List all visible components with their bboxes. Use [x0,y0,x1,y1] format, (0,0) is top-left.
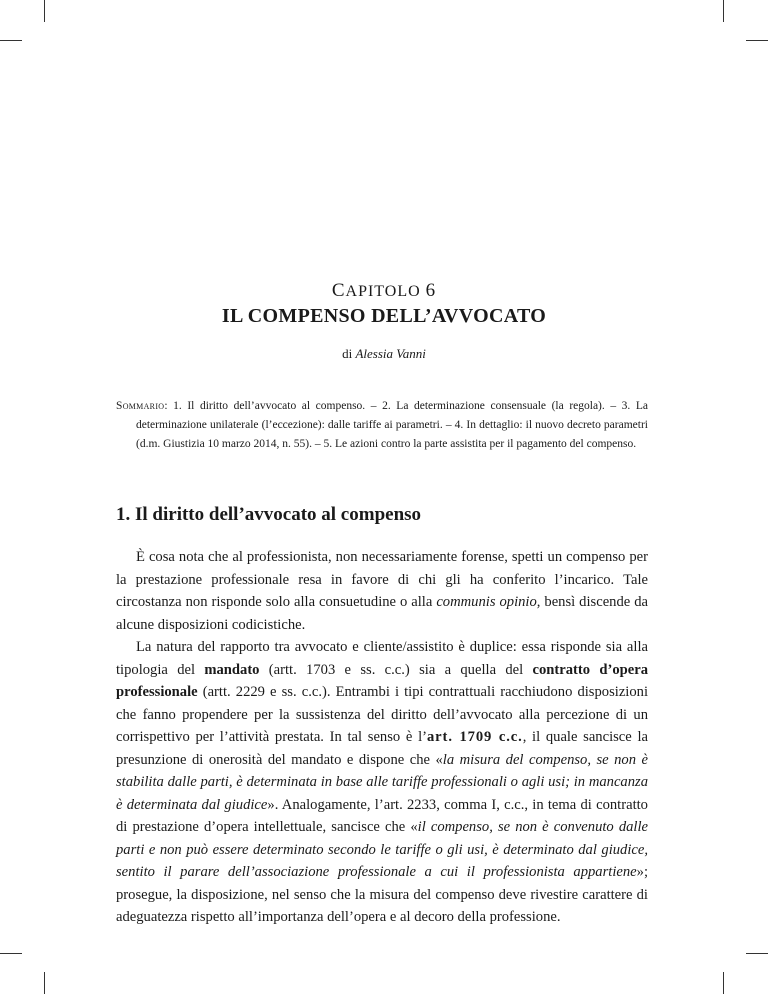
crop-mark-top-left-h [0,40,22,41]
p2-text-g: , il quale sancisce la presunzione di onerosità del mandato e dispone che « [116,729,648,768]
crop-mark-top-right-h [746,40,768,41]
p2-text-k: »; prosegue, la disposizione, nel senso che la misura del compenso deve rivestire carattere di adeguatezza rispetto all’importanza dell’opera e al decoro della professione. [116,864,648,925]
summary-text: : 1. Il diritto dell’avvocato al compenso. – 2. La determinazione consensuale (la regola). – 3. La determinazione unilaterale (l’eccezione): dalle tariffe ai parametri. – 4. In dettaglio: il nuovo decreto parametri (d.m. Giustizia 10 marzo 2014, n. 55). – 5. Le azioni contro la parte assistita per il pagamento del compenso. [136,400,648,450]
summary-label: Sommario [116,400,165,412]
body-text [116,546,648,929]
summary [116,397,648,454]
p2-text-i: ». Analogamente, l’art. 2233, comma I, c.c., in tema di contratto di prestazione d’opera intellettuale, sancisce che « [116,796,648,835]
p1-italic: communis opinio [436,594,537,610]
crop-mark-bottom-left-h [0,953,22,954]
p2-quote-2: il compenso, se non è convenuto dalle parti e non può essere determinato secondo le tariffe o gli usi, è determinato dal giudice, sentito il parare dell’associazione professionale a cui il professionista appartiene [116,819,648,880]
byline [0,346,768,362]
chapter-number: 6 [425,280,437,301]
p2-quote-1: la misura del compenso, se non è stabilita dalle parti, è determinata in base alle tariffe professionali o agli usi; in mancanza è determinata dal giudice [116,751,648,813]
p2-bold-art: art. 1709 c.c. [426,729,523,745]
paragraph-1 [116,546,648,636]
author-name: Alessia Vanni [355,346,426,361]
section-heading: 1. Il diritto dell’avvocato al compenso [116,504,422,525]
crop-mark-bottom-left [44,972,45,994]
p2-bold-mandato: mandato [204,661,260,678]
crop-mark-bottom-right-h [746,953,768,954]
p2-bold-contratto: contratto d’opera professionale [116,661,648,700]
p1-text-c: , bensì discende da alcune disposizioni codicistiche. [116,594,648,633]
paragraph-2 [116,636,648,929]
p2-text-c: (artt. 1703 e ss. c.c.) sia a quella del [259,661,533,678]
byline-prefix: di [342,346,353,361]
p2-text-a: La natura del rapporto tra avvocato e cliente/assistito è duplice: essa risponde sia alla tipologia del [116,639,648,678]
chapter-label-rest: APITOLO [345,283,421,300]
chapter-label-initial: C [331,280,346,301]
chapter-title: IL COMPENSO DELL’AVVOCATO [221,305,547,327]
chapter-label [0,280,768,302]
crop-mark-bottom-right [723,972,724,994]
p2-text-e: (artt. 2229 e ss. c.c.). Entrambi i tipi contrattuali racchiudono disposizioni che fanno propendere per la sussistenza del diritto dell’avvocato alla percezione di un corrispettivo per l’attività prestata. In tal senso è l’ [116,684,648,745]
p1-text-a: È cosa nota che al professionista, non necessariamente forense, spetti un compenso per la prestazione professionale resa in favore di chi gli ha conferito l’incarico. Tale circostanza non risponde solo alla consuetudine o alla [116,549,648,610]
crop-mark-top-left [44,0,45,22]
crop-mark-top-right [723,0,724,22]
